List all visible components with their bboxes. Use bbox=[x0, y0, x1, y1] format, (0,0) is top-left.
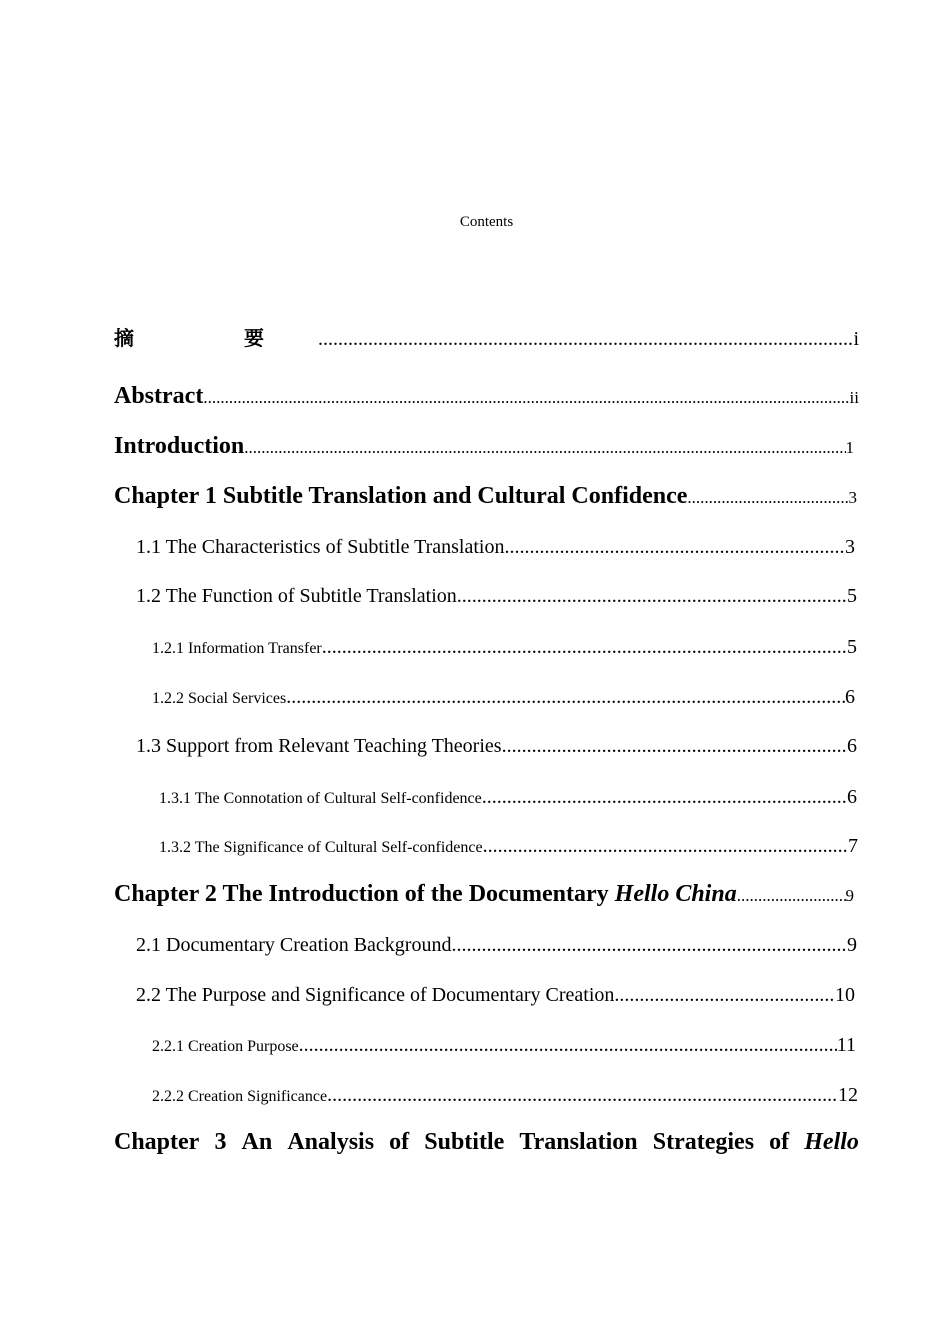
toc-entry-zhaiyao[interactable] bbox=[114, 322, 859, 351]
toc-page-number: 5 bbox=[847, 585, 857, 607]
toc-entry-1-3[interactable] bbox=[114, 735, 857, 758]
leader-dots bbox=[502, 735, 847, 758]
leader-dots bbox=[457, 585, 847, 608]
leader-dots bbox=[322, 636, 847, 659]
toc-entry-label: Chapter 1 Subtitle Translation and Cultural Confidence bbox=[114, 483, 688, 509]
toc-entry-introduction[interactable] bbox=[114, 433, 854, 460]
toc-page-number: 10 bbox=[835, 984, 855, 1006]
toc-entry-label: 1.2.1 Information Transfer bbox=[152, 640, 322, 657]
toc-entry-abstract[interactable] bbox=[114, 383, 859, 410]
toc-entry-label: 2.2.2 Creation Significance bbox=[152, 1088, 328, 1105]
leader-dots bbox=[203, 388, 849, 408]
toc-entry-1-2-2[interactable] bbox=[114, 686, 855, 709]
toc-page-number: i bbox=[853, 328, 859, 350]
toc-page-number: 11 bbox=[836, 1034, 856, 1056]
toc-page-number: 7 bbox=[848, 835, 858, 857]
toc-entry-1-3-1[interactable] bbox=[114, 786, 857, 809]
leader-dots bbox=[737, 886, 846, 906]
toc-entry-chapter-3[interactable] bbox=[114, 1129, 859, 1156]
leader-dots bbox=[299, 1034, 837, 1057]
toc-entry-label: 1.3.1 The Connotation of Cultural Self-confidence bbox=[159, 790, 482, 807]
toc-page-number: 5 bbox=[847, 636, 857, 658]
toc-entry-label: 1.2.2 Social Services bbox=[152, 690, 287, 707]
toc-entry-label: 1.1 The Characteristics of Subtitle Translation bbox=[136, 536, 505, 558]
toc-page-number: 3 bbox=[848, 488, 857, 507]
toc-entry-label: Chapter 2 The Introduction of the Documentary Hello China bbox=[114, 881, 737, 907]
toc-entry-2-2[interactable] bbox=[114, 984, 855, 1007]
toc-page-number: 9 bbox=[845, 886, 854, 905]
toc-page-number: 6 bbox=[847, 735, 857, 757]
toc-page-number: 6 bbox=[845, 686, 855, 708]
toc-entry-label: 1.2 The Function of Subtitle Translation bbox=[136, 585, 457, 607]
leader-dots bbox=[286, 686, 845, 709]
leader-dots bbox=[451, 934, 847, 957]
toc-entry-1-2[interactable] bbox=[114, 585, 857, 608]
toc-entry-label: 2.2 The Purpose and Significance of Documentary Creation bbox=[136, 984, 615, 1006]
leader-dots bbox=[687, 488, 848, 508]
leader-dots bbox=[482, 786, 847, 809]
leader-dots bbox=[318, 328, 853, 351]
toc-entry-2-2-1[interactable] bbox=[114, 1034, 856, 1057]
leader-dots bbox=[504, 536, 845, 559]
toc-entry-1-2-1[interactable] bbox=[114, 636, 857, 659]
toc-entry-label: 1.3.2 The Significance of Cultural Self-confidence bbox=[159, 839, 483, 856]
toc-entry-label: 2.1 Documentary Creation Background bbox=[136, 934, 452, 956]
toc-page-number: 12 bbox=[838, 1084, 858, 1106]
toc-page-number: ii bbox=[849, 388, 859, 407]
toc-entry-label: Chapter 3 An Analysis of Subtitle Translation Strategies of Hello bbox=[114, 1129, 859, 1155]
toc-page-number: 9 bbox=[847, 934, 857, 956]
toc-entry-1-3-2[interactable] bbox=[114, 835, 858, 858]
leader-dots bbox=[244, 438, 845, 458]
toc-entry-1-1[interactable] bbox=[114, 536, 855, 559]
leader-dots bbox=[614, 984, 835, 1007]
toc-entry-label: Abstract bbox=[114, 383, 204, 409]
leader-dots bbox=[483, 835, 848, 858]
toc-page-number: 3 bbox=[845, 536, 855, 558]
page-title: Contents bbox=[459, 214, 514, 230]
toc-entry-label: Introduction bbox=[114, 433, 245, 459]
toc-entry-2-2-2[interactable] bbox=[114, 1084, 858, 1107]
toc-entry-chapter-2[interactable] bbox=[114, 881, 854, 908]
toc-page-number: 6 bbox=[847, 786, 857, 808]
toc-entry-2-1[interactable] bbox=[114, 934, 857, 957]
toc-entry-label: 摘 要 bbox=[114, 326, 264, 350]
toc-page-number: 1 bbox=[845, 438, 854, 457]
toc-entry-label: 2.2.1 Creation Purpose bbox=[152, 1038, 299, 1055]
toc-entry-label: 1.3 Support from Relevant Teaching Theories bbox=[136, 735, 502, 757]
leader-dots bbox=[327, 1084, 838, 1107]
toc-entry-chapter-1[interactable] bbox=[114, 483, 857, 510]
